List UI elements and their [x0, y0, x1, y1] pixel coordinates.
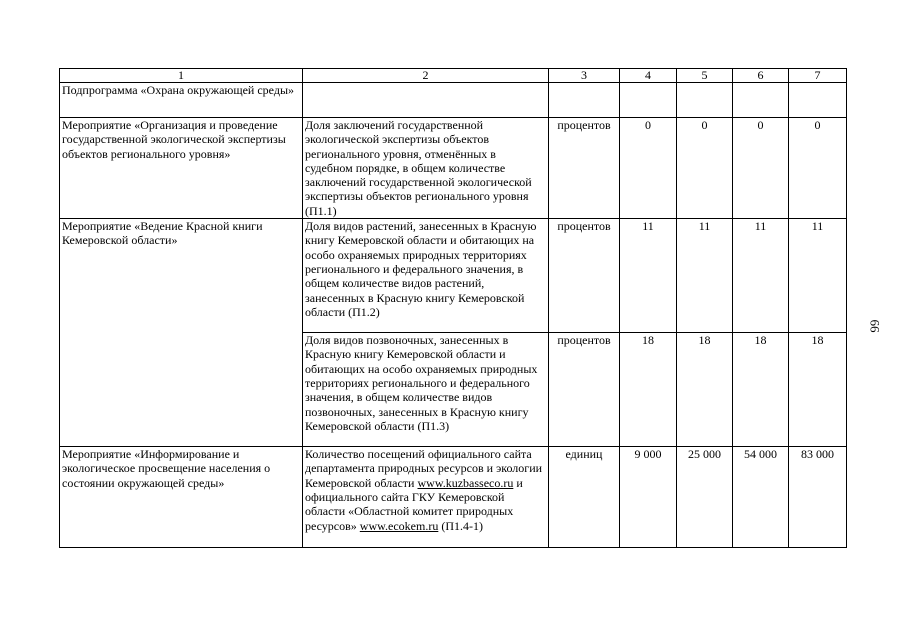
- empty-cell: [789, 83, 847, 118]
- ecokem-link[interactable]: www.ecokem.ru: [359, 518, 439, 533]
- column-number: 3: [549, 69, 620, 83]
- measure-cell: Мероприятие «Ведение Красной книги Кемеровской области»: [60, 219, 303, 447]
- value-cell: 0: [789, 118, 847, 219]
- indicator-cell: Доля заключений государственной экологической экспертизы объектов регионального уровня, отменённых в судебном порядке, в общем количестве заключений государственной экологической экспертизы объектов регионального уровня (П1.1): [303, 118, 549, 219]
- subprogram-row: [60, 83, 847, 118]
- empty-cell: [303, 83, 549, 118]
- page-number: 66: [867, 319, 883, 333]
- value-cell: 0: [733, 118, 789, 219]
- column-number-row: [60, 69, 847, 83]
- value-cell: 18: [789, 333, 847, 447]
- indicator-cell: Доля видов позвоночных, занесенных в Красную книгу Кемеровской области и обитающих на особо охраняемых природных территориях регионального и федерального значения, в общем количестве видов позвоночных, занесенных в Красную книгу Кемеровской области (П1.3): [303, 333, 549, 447]
- kuzbasseco-link[interactable]: www.kuzbasseco.ru: [417, 475, 514, 490]
- column-number: 6: [733, 69, 789, 83]
- empty-cell: [677, 83, 733, 118]
- value-cell: 54 000: [733, 447, 789, 548]
- empty-cell: [549, 83, 620, 118]
- column-number: 1: [60, 69, 303, 83]
- unit-cell: процентов: [549, 219, 620, 333]
- measure-cell: Мероприятие «Организация и проведение государственной экологической экспертизы объектов регионального уровня»: [60, 118, 303, 219]
- value-cell: 11: [789, 219, 847, 333]
- indicator-cell: [303, 447, 549, 548]
- value-cell: 11: [677, 219, 733, 333]
- value-cell: 11: [620, 219, 677, 333]
- indicator-code: (П1.4-1): [441, 518, 483, 533]
- value-cell: 11: [733, 219, 789, 333]
- column-number: 7: [789, 69, 847, 83]
- measure-cell: Мероприятие «Информирование и экологическое просвещение населения о состоянии окружающей среды»: [60, 447, 303, 548]
- column-number: 2: [303, 69, 549, 83]
- value-cell: 18: [733, 333, 789, 447]
- column-number: 4: [620, 69, 677, 83]
- value-cell: 83 000: [789, 447, 847, 548]
- table-row: [60, 219, 847, 333]
- column-number: 5: [677, 69, 733, 83]
- indicator-cell: Доля видов растений, занесенных в Красную книгу Кемеровской области и обитающих на особо охраняемых природных территориях регионального и федерального значения, в общем количестве видов растений, занесенных в Красную книгу Кемеровской области (П1.2): [303, 219, 549, 333]
- indicators-table: [59, 68, 847, 548]
- unit-cell: процентов: [549, 118, 620, 219]
- table-row: [60, 118, 847, 219]
- empty-cell: [733, 83, 789, 118]
- table-row: [60, 447, 847, 548]
- value-cell: 18: [620, 333, 677, 447]
- indicator-text: Количество посещений официального сайта департамента природных ресурсов и экологии Кемеровской области: [305, 447, 543, 490]
- value-cell: 0: [620, 118, 677, 219]
- value-cell: 25 000: [677, 447, 733, 548]
- value-cell: 18: [677, 333, 733, 447]
- value-cell: 0: [677, 118, 733, 219]
- subprogram-title: Подпрограмма «Охрана окружающей среды»: [60, 83, 303, 118]
- value-cell: 9 000: [620, 447, 677, 548]
- indicator-text: и официального сайта ГКУ Кемеровской области «Областной комитет природных ресурсов»: [305, 475, 523, 533]
- empty-cell: [620, 83, 677, 118]
- unit-cell: единиц: [549, 447, 620, 548]
- unit-cell: процентов: [549, 333, 620, 447]
